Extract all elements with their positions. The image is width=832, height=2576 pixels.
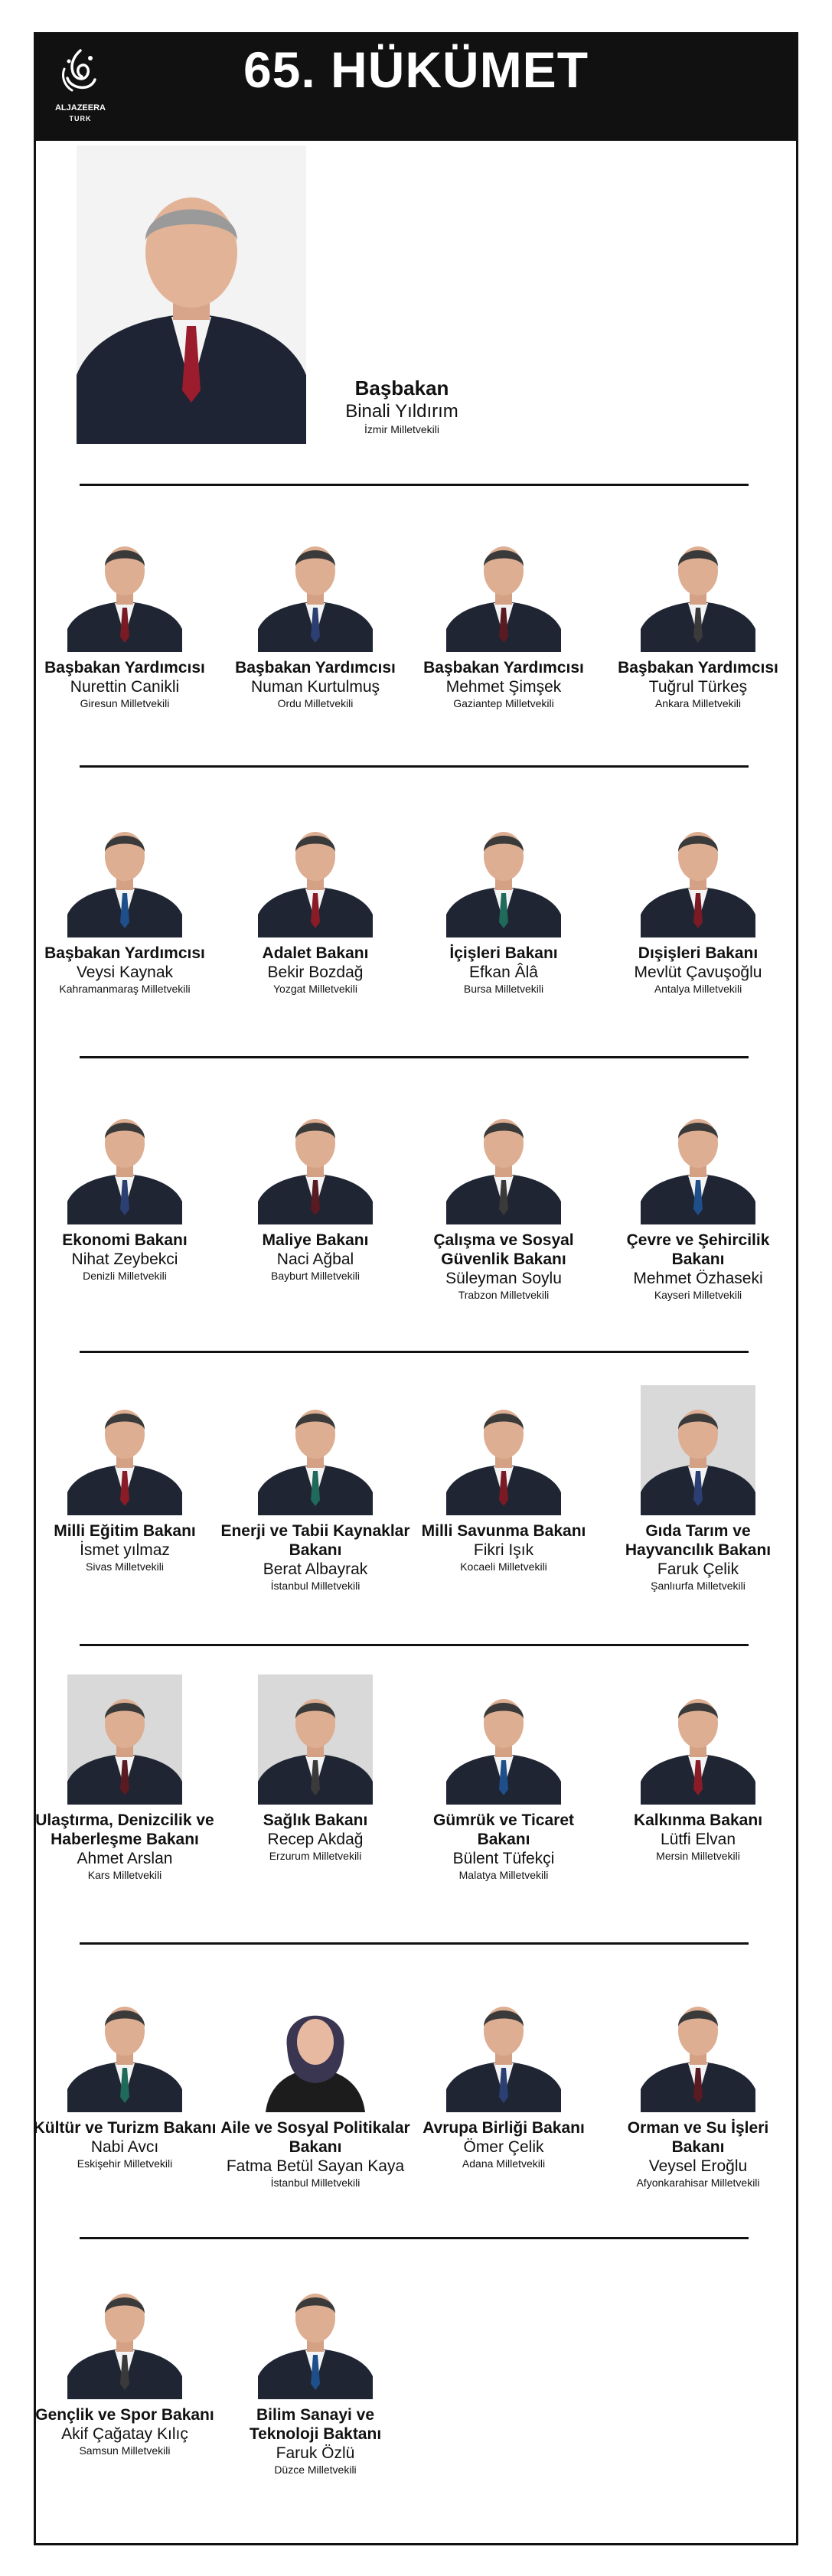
- member-title: Çalışma ve Sosyal Güvenlik Bakanı: [433, 1231, 574, 1268]
- member-seat: Kahramanmaraş Milletvekili: [59, 983, 191, 995]
- member-photo: [641, 1385, 755, 1515]
- cabinet-member: [408, 807, 599, 996]
- member-name: Nurettin Canikli: [70, 678, 180, 696]
- member-seat: Ordu Milletvekili: [277, 697, 354, 709]
- member-photo: [446, 807, 561, 937]
- cabinet-member: [29, 2269, 220, 2457]
- member-photo: [641, 807, 755, 937]
- member-title: Adalet Bakanı: [262, 944, 369, 962]
- member-seat: Bayburt Milletvekili: [271, 1270, 360, 1282]
- cabinet-member: [408, 1982, 599, 2170]
- member-name: Lütfi Elvan: [660, 1831, 736, 1848]
- section-divider: [80, 1942, 749, 1945]
- member-name: Nabi Avcı: [90, 2138, 159, 2156]
- member-photo: [446, 1385, 561, 1515]
- member-title: Gümrük ve Ticaret Bakanı: [432, 1811, 575, 1848]
- member-seat: Malatya Milletvekili: [458, 1869, 549, 1881]
- member-title: Ulaştırma, Denizcilik ve Haberleşme Bakanı: [35, 1811, 214, 1848]
- member-name: Nihat Zeybekci: [71, 1251, 178, 1268]
- member-title: Aile ve Sosyal Politikalar Bakanı: [220, 2119, 410, 2156]
- section-divider: [80, 1056, 749, 1058]
- member-photo: [641, 1094, 755, 1224]
- member-name: Mehmet Şimşek: [445, 678, 562, 696]
- member-title: İçişleri Bakanı: [449, 944, 558, 962]
- member-seat: Kars Milletvekili: [87, 1869, 162, 1881]
- member-title: Milli Savunma Bakanı: [421, 1522, 586, 1540]
- cabinet-member: [220, 2269, 411, 2477]
- member-title: Başbakan Yardımcısı: [618, 659, 778, 677]
- section-divider: [80, 484, 749, 486]
- member-title: Orman ve Su İşleri Bakanı: [627, 2119, 769, 2156]
- member-seat: Yozgat Milletvekili: [273, 983, 357, 995]
- section-divider: [80, 1351, 749, 1353]
- member-name: Bekir Bozdağ: [267, 964, 364, 981]
- member-seat: Bursa Milletvekili: [463, 983, 544, 995]
- cabinet-member: [220, 522, 411, 710]
- cabinet-member: [220, 1982, 411, 2190]
- member-name: Akif Çağatay Kılıç: [61, 2425, 188, 2443]
- cabinet-member: [602, 1674, 794, 1863]
- cabinet-member: [29, 1982, 220, 2170]
- member-photo: [258, 807, 373, 937]
- cabinet-member: [408, 1385, 599, 1573]
- member-seat: Şanlıurfa Milletvekili: [651, 1580, 746, 1592]
- member-name: Ahmet Arslan: [77, 1850, 173, 1867]
- member-name: Veysel Eroğlu: [648, 2157, 748, 2175]
- prime-minister-photo: [77, 145, 306, 444]
- member-name: Bülent Tüfekçi: [452, 1850, 555, 1867]
- member-seat: Mersin Milletvekili: [656, 1850, 740, 1862]
- member-name: Tuğrul Türkeş: [648, 678, 748, 696]
- member-photo: [446, 1982, 561, 2112]
- member-photo: [67, 2269, 182, 2399]
- cabinet-member: [408, 522, 599, 710]
- member-title: Avrupa Birliği Bakanı: [423, 2119, 585, 2137]
- cabinet-member: [220, 1094, 411, 1283]
- member-name: Mehmet Özhaseki: [633, 1270, 763, 1287]
- cabinet-member: [29, 1385, 220, 1573]
- prime-minister-caption: [318, 377, 486, 436]
- cabinet-member: [602, 1385, 794, 1593]
- member-photo: [446, 1094, 561, 1224]
- member-name: Berat Albayrak: [263, 1560, 368, 1578]
- page-title: 65. HÜKÜMET: [243, 41, 589, 98]
- member-photo: [67, 807, 182, 937]
- cabinet-member: [29, 807, 220, 996]
- member-title: Ekonomi Bakanı: [62, 1231, 188, 1249]
- member-name: Veysi Kaynak: [76, 964, 174, 981]
- member-photo: [446, 1674, 561, 1805]
- member-photo: [258, 1385, 373, 1515]
- member-title: Dışişleri Bakanı: [638, 944, 759, 962]
- member-name: Mevlüt Çavuşoğlu: [634, 964, 762, 981]
- cabinet-member: [602, 1094, 794, 1302]
- cabinet-member: [220, 1385, 411, 1593]
- member-name: Fikri Işık: [473, 1541, 534, 1559]
- member-name: Süleyman Soylu: [445, 1270, 562, 1287]
- member-seat: Giresun Milletvekili: [80, 697, 170, 709]
- member-seat: Gaziantep Milletvekili: [453, 697, 554, 709]
- member-photo: [67, 1982, 182, 2112]
- member-seat: Antalya Milletvekili: [654, 983, 742, 995]
- member-seat: Kayseri Milletvekili: [654, 1289, 742, 1301]
- member-seat: Denizli Milletvekili: [83, 1270, 167, 1282]
- cabinet-member: [602, 522, 794, 710]
- member-name: Fatma Betül Sayan Kaya: [226, 2157, 405, 2175]
- member-name: Numan Kurtulmuş: [250, 678, 380, 696]
- section-divider: [80, 1644, 749, 1646]
- cabinet-member: [29, 522, 220, 710]
- member-photo: [641, 1674, 755, 1805]
- member-seat: Samsun Milletvekili: [79, 2444, 171, 2457]
- member-seat: Düzce Milletvekili: [274, 2464, 357, 2476]
- member-photo: [67, 522, 182, 652]
- member-seat: Adana Milletvekili: [462, 2157, 546, 2170]
- member-photo: [67, 1385, 182, 1515]
- member-name: Recep Akdağ: [267, 1831, 364, 1848]
- member-seat: Erzurum Milletvekili: [269, 1850, 362, 1862]
- logo-subtitle: TURK: [69, 115, 92, 122]
- cabinet-member: [220, 1674, 411, 1863]
- member-photo: [258, 1674, 373, 1805]
- member-title: Başbakan Yardımcısı: [423, 659, 584, 677]
- cabinet-member: [29, 1094, 220, 1283]
- member-title: Milli Eğitim Bakanı: [54, 1522, 196, 1540]
- member-name: Efkan Âlâ: [469, 964, 538, 981]
- member-photo: [258, 522, 373, 652]
- prime-minister-seat: İzmir Milletvekili: [364, 423, 439, 435]
- member-title: Başbakan Yardımcısı: [44, 659, 205, 677]
- cabinet-member: [408, 1094, 599, 1302]
- section-divider: [80, 2237, 749, 2239]
- member-photo: [446, 522, 561, 652]
- member-photo: [67, 1674, 182, 1805]
- member-seat: İstanbul Milletvekili: [270, 1580, 361, 1592]
- cabinet-member: [602, 807, 794, 996]
- member-name: Ömer Çelik: [463, 2138, 544, 2156]
- cabinet-member: [602, 1982, 794, 2190]
- cabinet-member: [220, 807, 411, 996]
- cabinet-member: [29, 1674, 220, 1882]
- member-photo: [258, 1982, 373, 2112]
- section-divider: [80, 765, 749, 768]
- member-title: Maliye Bakanı: [262, 1231, 369, 1249]
- member-name: Naci Ağbal: [276, 1251, 354, 1268]
- member-photo: [258, 1094, 373, 1224]
- member-title: Başbakan Yardımcısı: [235, 659, 396, 677]
- prime-minister-title: Başbakan: [354, 377, 449, 399]
- member-photo: [641, 522, 755, 652]
- member-photo: [67, 1094, 182, 1224]
- member-title: Başbakan Yardımcısı: [44, 944, 205, 962]
- member-title: Enerji ve Tabii Kaynaklar Bakanı: [220, 1522, 410, 1559]
- member-name: İsmet yılmaz: [80, 1541, 170, 1559]
- member-name: Faruk Özlü: [276, 2444, 355, 2462]
- cabinet-member: [408, 1674, 599, 1882]
- prime-minister-name: Binali Yıldırım: [345, 401, 458, 422]
- member-seat: Kocaeli Milletvekili: [460, 1560, 547, 1573]
- member-seat: İstanbul Milletvekili: [270, 2177, 361, 2189]
- member-seat: Ankara Milletvekili: [654, 697, 742, 709]
- member-title: Çevre ve Şehircilik Bakanı: [626, 1231, 770, 1268]
- logo-wordmark: ALJAZEERA: [54, 103, 106, 112]
- member-seat: Trabzon Milletvekili: [458, 1289, 550, 1301]
- member-name: Faruk Çelik: [657, 1560, 739, 1578]
- member-title: Gıda Tarım ve Hayvancılık Bakanı: [625, 1522, 772, 1559]
- member-seat: Eskişehir Milletvekili: [77, 2157, 173, 2170]
- member-seat: Sivas Milletvekili: [86, 1560, 164, 1573]
- member-photo: [258, 2269, 373, 2399]
- member-photo: [641, 1982, 755, 2112]
- member-seat: Afyonkarahisar Milletvekili: [636, 2177, 760, 2189]
- member-title: Kalkınma Bakanı: [633, 1811, 763, 1829]
- member-title: Gençlik ve Spor Bakanı: [35, 2406, 214, 2424]
- member-title: Bilim Sanayi ve Teknoloji Baktanı: [249, 2406, 382, 2443]
- member-title: Kültür ve Turizm Bakanı: [33, 2119, 217, 2137]
- member-title: Sağlık Bakanı: [263, 1811, 368, 1829]
